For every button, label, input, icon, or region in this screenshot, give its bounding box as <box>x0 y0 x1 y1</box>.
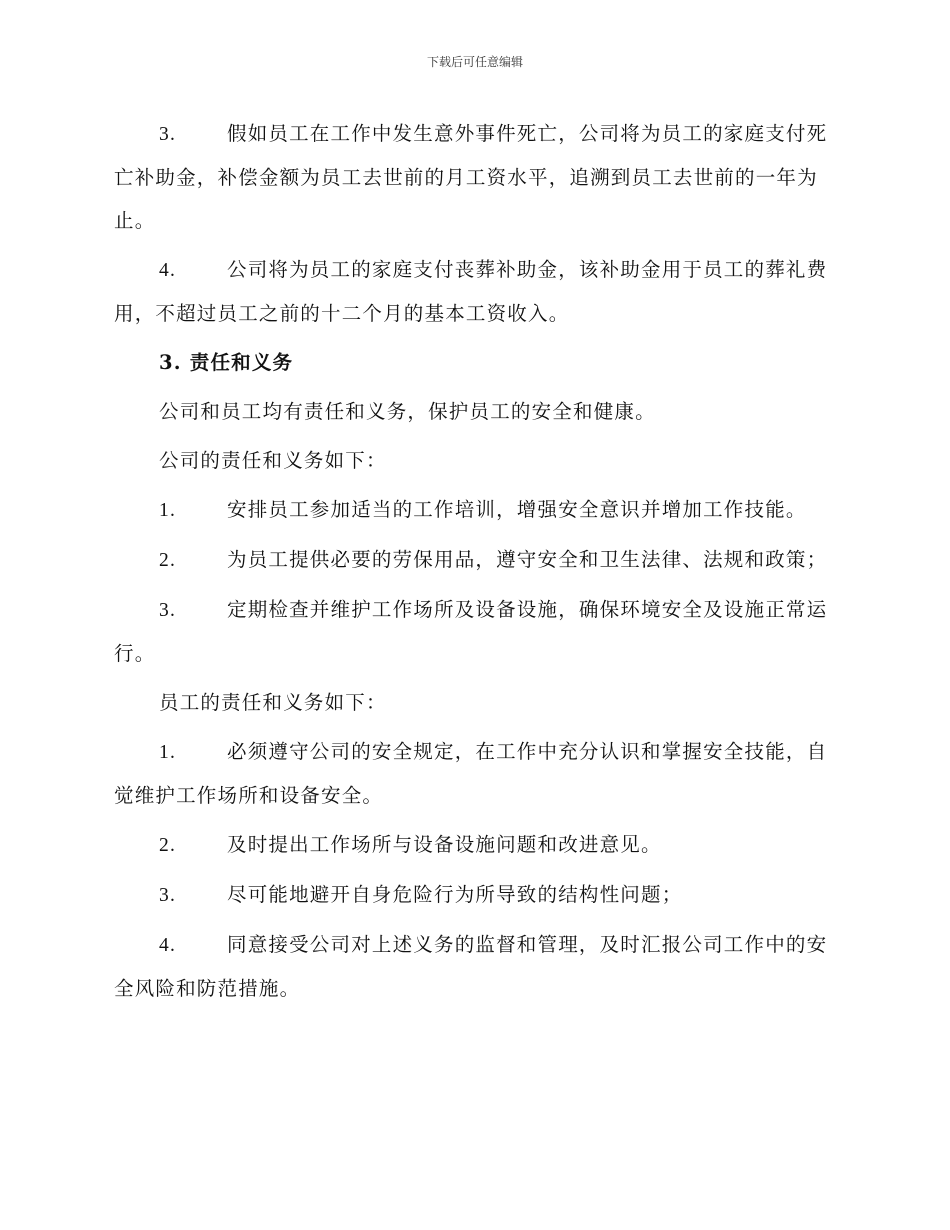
list-number: 1. <box>159 500 177 521</box>
list-item <box>114 488 836 532</box>
list-item-text: 及时提出工作场所与设备设施问题和改进意见。 <box>227 833 662 856</box>
list-item-text: 公司将为员工的家庭支付丧葬补助金，该补助金用于员工的葬礼费用，不超过员工之前的十二个月的基本工资收入。 <box>114 258 828 325</box>
list-number: 4. <box>159 260 177 281</box>
list-item-text: 尽可能地避开自身危险行为所导致的结构性问题； <box>227 883 683 906</box>
list-number: 1. <box>159 742 177 763</box>
list-item <box>114 588 836 675</box>
document-body <box>114 112 836 1016</box>
paragraph: 公司的责任和义务如下： <box>159 449 387 472</box>
list-item-text: 定期检查并维护工作场所及设备设施，确保环境安全及设施正常运行。 <box>114 598 828 665</box>
list-item-text: 为员工提供必要的劳保用品，遵守安全和卫生法律、法规和政策； <box>227 548 828 571</box>
list-item-text: 必须遵守公司的安全规定，在工作中充分认识和掌握安全技能，自觉维护工作场所和设备安全。 <box>114 740 828 807</box>
list-number: 3. <box>159 124 177 145</box>
page-header: 下载后可任意编辑 <box>426 55 523 69</box>
list-item-text: 同意接受公司对上述义务的监督和管理，及时汇报公司工作中的安全风险和防范措施。 <box>114 933 828 1000</box>
list-item <box>114 538 836 582</box>
list-item-text: 假如员工在工作中发生意外事件死亡，公司将为员工的家庭支付死亡补助金，补偿金额为员工去世前的月工资水平，追溯到员工去世前的一年为止。 <box>114 122 828 232</box>
list-number: 4. <box>159 935 177 956</box>
section-heading: 3. 责任和义务 <box>159 351 294 374</box>
list-number: 3. <box>159 600 177 621</box>
list-item <box>114 248 836 335</box>
paragraph: 公司和员工均有责任和义务，保护员工的安全和健康。 <box>159 400 656 423</box>
list-item <box>114 873 836 917</box>
list-item <box>114 112 836 242</box>
list-item <box>114 923 836 1010</box>
list-number: 2. <box>159 550 177 571</box>
list-item <box>114 730 836 817</box>
list-number: 2. <box>159 835 177 856</box>
list-item <box>114 823 836 867</box>
list-item-text: 安排员工参加适当的工作培训，增强安全意识并增加工作技能。 <box>227 498 807 521</box>
list-number: 3. <box>159 885 177 906</box>
paragraph: 员工的责任和义务如下： <box>159 691 387 714</box>
